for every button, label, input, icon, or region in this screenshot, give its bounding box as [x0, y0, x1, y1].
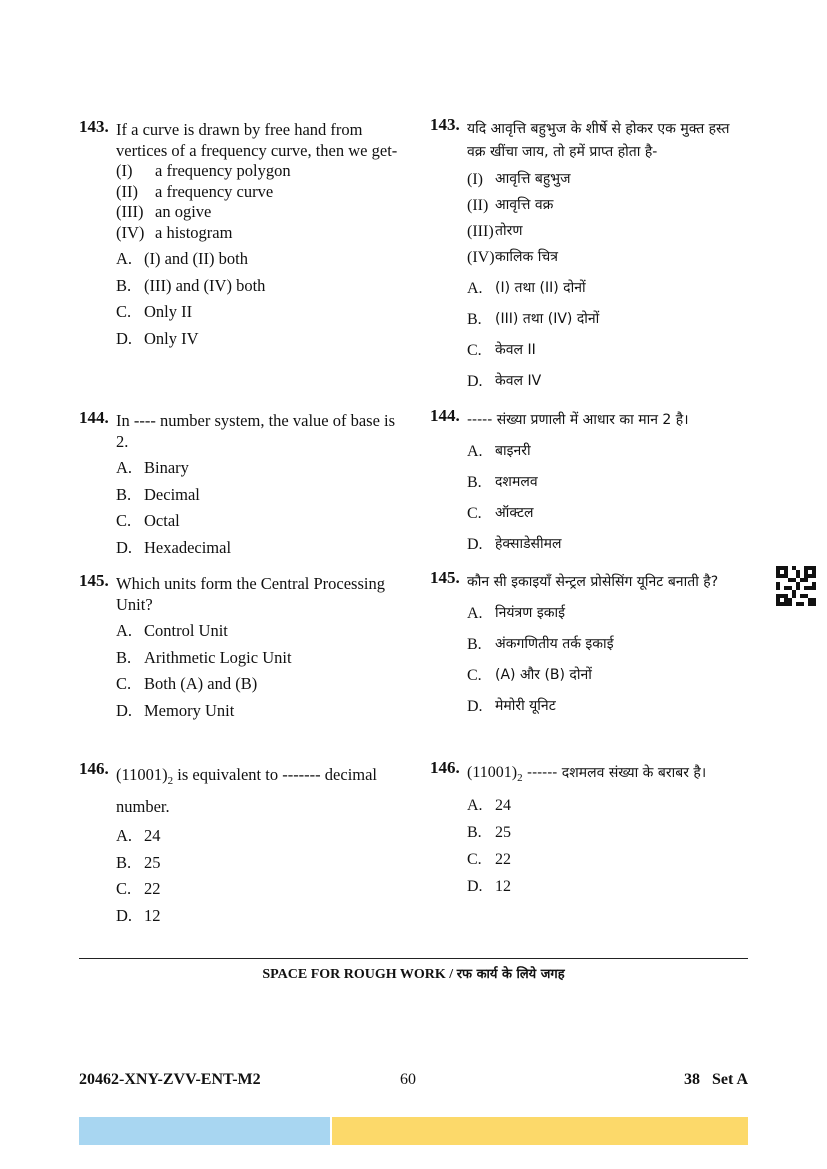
sub-item — [467, 168, 745, 191]
option-key: A. — [467, 443, 483, 460]
question-number: 146. — [430, 758, 460, 777]
option-text: Control Unit — [144, 621, 228, 640]
sub-text: a frequency curve — [155, 181, 274, 201]
stem-text: ------ दशमलव संख्या के बराबर है। — [522, 765, 707, 781]
footer-bar-right — [332, 1117, 748, 1145]
option — [116, 249, 399, 270]
question-number: 145. — [430, 568, 460, 587]
sub-item — [467, 246, 745, 269]
option-key: B. — [467, 474, 482, 491]
question-144-en — [79, 408, 399, 558]
sub-text: an ogive — [155, 202, 212, 221]
question-145-en — [79, 571, 399, 721]
option — [467, 848, 745, 871]
question-stem: यदि आवृत्ति बहुभुज के शीर्षे से होकर एक मुक्त हस्त वक्र खींचा जाय, तो हमें प्राप्त होता है- — [467, 121, 730, 160]
option-key: D. — [116, 537, 133, 557]
option — [116, 485, 399, 506]
option — [116, 906, 399, 927]
option-text: Memory Unit — [144, 700, 235, 720]
question-stem: ----- संख्या प्रणाली में आधार का मान 2 है। — [467, 412, 689, 428]
option — [467, 339, 745, 362]
option-text: बाइनरी — [495, 443, 531, 459]
rough-work-en: SPACE FOR ROUGH WORK / — [262, 967, 454, 982]
option — [116, 302, 399, 323]
sub-key: (III) — [467, 223, 494, 240]
option-text: 12 — [495, 878, 511, 895]
option-text: Hexadecimal — [144, 537, 232, 557]
option-key: C. — [116, 879, 132, 898]
sub-key: (I) — [116, 161, 133, 180]
option-text: 24 — [144, 826, 161, 845]
option-text: Binary — [144, 458, 189, 477]
option-key: A. — [467, 280, 483, 297]
option — [467, 308, 745, 331]
question-number: 143. — [430, 115, 460, 134]
option-key: A. — [116, 458, 133, 477]
option-text: 25 — [495, 824, 511, 841]
option-text: ऑक्टल — [495, 505, 534, 521]
sub-text: तोरण — [495, 223, 523, 239]
option-text: 12 — [144, 905, 161, 925]
sub-key: (IV) — [467, 249, 495, 266]
option — [467, 821, 745, 844]
sub-item — [467, 194, 745, 217]
sub-key: (II) — [467, 197, 489, 214]
sub-item — [116, 223, 399, 244]
question-stem: कौन सी इकाइयाँ सेन्ट्रल प्रोसेसिंग यूनिट बनाती है? — [467, 574, 719, 590]
option-key: B. — [467, 824, 482, 841]
binary-expression: (11001) — [116, 765, 168, 784]
option-text: (A) और (B) दोनों — [495, 667, 592, 683]
option-key: B. — [467, 311, 482, 328]
option — [116, 511, 399, 532]
option-key: A. — [116, 826, 133, 845]
option-key: A. — [467, 797, 483, 814]
question-number: 144. — [79, 408, 109, 427]
base-subscript: 2 — [167, 775, 174, 787]
option-text: नियंत्रण इकाई — [495, 605, 565, 621]
option-key: B. — [116, 275, 132, 295]
option-key: D. — [116, 700, 133, 720]
sub-item — [467, 220, 745, 243]
option-text: केवल II — [495, 342, 536, 358]
option — [116, 648, 399, 669]
option-text: Decimal — [144, 484, 200, 504]
option — [116, 701, 399, 722]
option-text: 22 — [495, 851, 511, 868]
option-key: D. — [116, 905, 133, 925]
option-text: हेक्साडेसीमल — [495, 536, 562, 552]
option — [116, 458, 399, 479]
qr-code-icon — [776, 566, 816, 606]
option — [467, 471, 745, 494]
option-text: Only II — [144, 302, 193, 321]
sub-key: (II) — [116, 181, 138, 201]
question-stem: In ---- number system, the value of base is 2. — [116, 411, 396, 451]
option — [116, 879, 399, 900]
option-text: (III) तथा (IV) दोनों — [495, 311, 600, 327]
option — [116, 674, 399, 695]
question-number: 143. — [79, 117, 109, 136]
divider — [79, 958, 748, 959]
sub-text: आवृत्ति बहुभुज — [495, 171, 571, 187]
option-key: D. — [467, 878, 483, 895]
rough-work-label — [79, 964, 748, 983]
question-143-en — [79, 117, 399, 349]
footer-bar-left — [79, 1117, 330, 1145]
option — [116, 826, 399, 847]
base-subscript: 2 — [517, 772, 523, 784]
option-key: A. — [467, 605, 483, 622]
question-143-hi — [430, 115, 745, 393]
sub-text: कालिक चित्र — [495, 249, 558, 265]
sub-text: आवृत्ति वक्र — [495, 197, 554, 213]
option-key: C. — [467, 851, 482, 868]
sub-item — [116, 161, 399, 182]
option-key: D. — [467, 698, 483, 715]
option — [467, 794, 745, 817]
option-text: (I) and (II) both — [144, 249, 248, 268]
question-146-en — [79, 759, 399, 926]
option-text: 24 — [495, 797, 511, 814]
page-number: 60 — [400, 1071, 416, 1088]
option-key: A. — [116, 621, 133, 640]
sub-key: (III) — [116, 202, 144, 221]
option — [116, 621, 399, 642]
option-text: (III) and (IV) both — [144, 275, 266, 295]
paper-code: 20462-XNY-ZVV-ENT-M2 — [79, 1071, 261, 1088]
option — [116, 853, 399, 874]
option-key: B. — [467, 636, 482, 653]
option-key: D. — [116, 328, 133, 348]
question-146-hi — [430, 758, 745, 898]
option — [467, 664, 745, 687]
option-key: C. — [467, 505, 482, 522]
option — [467, 875, 745, 898]
option-text: Only IV — [144, 328, 199, 348]
sub-item — [116, 182, 399, 203]
option-key: A. — [116, 249, 133, 268]
option-text: Octal — [144, 511, 180, 530]
option-key: D. — [467, 536, 483, 553]
sub-key: (IV) — [116, 222, 145, 242]
option-key: B. — [116, 852, 132, 872]
option-text: मेमोरी यूनिट — [495, 698, 556, 714]
question-stem — [467, 761, 745, 790]
rough-work-hi: रफ कार्य के लिये जगह — [456, 967, 565, 982]
option — [467, 633, 745, 656]
question-145-hi — [430, 568, 745, 718]
option-key: B. — [116, 484, 132, 504]
option-key: D. — [467, 373, 483, 390]
question-number: 144. — [430, 406, 460, 425]
option-text: दशमलव — [495, 474, 538, 490]
option — [467, 440, 745, 463]
sub-text: a histogram — [155, 222, 233, 242]
question-stem: If a curve is drawn by free hand from vertices of a frequency curve, then we get- — [116, 120, 398, 160]
option-text: अंकगणितीय तर्क इकाई — [495, 636, 614, 652]
option-key: C. — [116, 302, 132, 321]
option-text: 22 — [144, 879, 161, 898]
option-key: B. — [116, 647, 132, 667]
question-number: 146. — [79, 759, 109, 778]
option — [467, 695, 745, 718]
option-key: C. — [116, 674, 132, 693]
set-label: 38 Set A — [684, 1071, 748, 1088]
sub-item — [116, 202, 399, 223]
option — [467, 502, 745, 525]
option — [116, 329, 399, 350]
question-number: 145. — [79, 571, 109, 590]
option-text: Arithmetic Logic Unit — [144, 647, 292, 667]
option — [116, 538, 399, 559]
sub-key: (I) — [467, 171, 483, 188]
option-text: 25 — [144, 852, 161, 872]
option — [467, 533, 745, 556]
question-stem — [116, 762, 399, 820]
option — [467, 602, 745, 625]
option — [116, 276, 399, 297]
question-stem: Which units form the Central Processing Unit? — [116, 574, 385, 614]
stem-text: is equivalent to ------- decimal number. — [116, 765, 378, 816]
binary-expression: (11001) — [467, 764, 518, 781]
option-key: C. — [116, 511, 132, 530]
option-key: C. — [467, 667, 482, 684]
question-144-hi — [430, 406, 745, 556]
option — [467, 370, 745, 393]
option-text: केवल IV — [495, 373, 542, 389]
option-text: Both (A) and (B) — [144, 674, 258, 693]
option-text: (I) तथा (II) दोनों — [495, 280, 586, 296]
option — [467, 277, 745, 300]
option-key: C. — [467, 342, 482, 359]
sub-text: a frequency polygon — [155, 161, 291, 180]
